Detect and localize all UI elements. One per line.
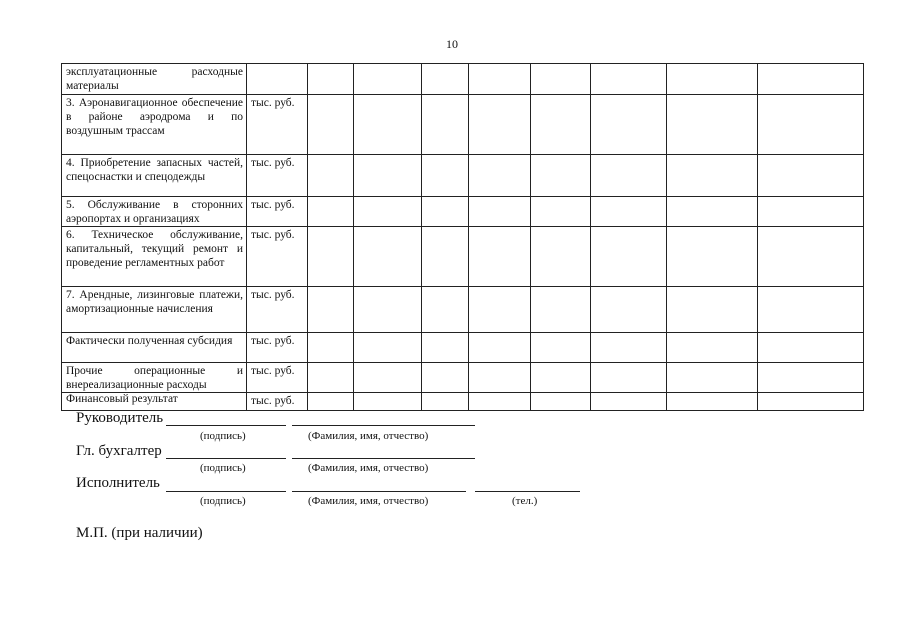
- row-unit: тыс. руб.: [247, 155, 308, 197]
- row-label: Прочие операционные и внереализационные расходы: [62, 363, 247, 393]
- row-unit: тыс. руб.: [247, 363, 308, 393]
- data-cell: [758, 227, 864, 287]
- data-cell: [469, 393, 531, 411]
- data-cell: [531, 287, 591, 333]
- data-cell: [667, 363, 758, 393]
- data-cell: [308, 363, 354, 393]
- data-cell: [469, 287, 531, 333]
- accountant-signature-line: [166, 458, 286, 459]
- head-signature-caption: (подпись): [200, 430, 246, 442]
- data-cell: [758, 64, 864, 95]
- row-label: 6. Техническое обслуживание, капитальный, текущий ремонт и проведение регламентных работ: [62, 227, 247, 287]
- row-label: 3. Аэронавигационное обеспечение в районе аэродрома и по воздушным трассам: [62, 95, 247, 155]
- data-cell: [667, 287, 758, 333]
- table-row: [62, 197, 864, 227]
- stamp-label: М.П. (при наличии): [76, 525, 203, 541]
- data-cell: [422, 393, 469, 411]
- executor-label: Исполнитель: [76, 475, 160, 491]
- table-row: [62, 333, 864, 363]
- data-cell: [591, 155, 667, 197]
- data-cell: [591, 287, 667, 333]
- table-row: [62, 363, 864, 393]
- data-cell: [422, 333, 469, 363]
- row-unit: тыс. руб.: [247, 333, 308, 363]
- data-cell: [308, 227, 354, 287]
- page-number: 10: [446, 37, 458, 51]
- data-cell: [667, 393, 758, 411]
- data-cell: [531, 227, 591, 287]
- data-cell: [469, 363, 531, 393]
- table-row: [62, 287, 864, 333]
- data-cell: [531, 155, 591, 197]
- row-unit: [247, 64, 308, 95]
- row-unit: тыс. руб.: [247, 95, 308, 155]
- row-unit: тыс. руб.: [247, 197, 308, 227]
- data-cell: [667, 333, 758, 363]
- data-cell: [531, 197, 591, 227]
- head-name-caption: (Фамилия, имя, отчество): [308, 430, 429, 442]
- data-cell: [354, 64, 422, 95]
- data-cell: [667, 95, 758, 155]
- data-cell: [667, 197, 758, 227]
- data-cell: [469, 197, 531, 227]
- data-cell: [758, 155, 864, 197]
- data-cell: [531, 64, 591, 95]
- data-cell: [531, 333, 591, 363]
- data-cell: [354, 363, 422, 393]
- row-unit: тыс. руб.: [247, 393, 308, 411]
- data-cell: [591, 227, 667, 287]
- data-cell: [308, 197, 354, 227]
- executor-signature-line: [166, 491, 286, 492]
- data-cell: [591, 333, 667, 363]
- row-unit: тыс. руб.: [247, 287, 308, 333]
- executor-phone-caption: (тел.): [512, 495, 538, 507]
- table-row: [62, 95, 864, 155]
- data-cell: [469, 227, 531, 287]
- data-cell: [758, 197, 864, 227]
- data-cell: [308, 64, 354, 95]
- data-cell: [531, 393, 591, 411]
- executor-phone-line: [475, 491, 580, 492]
- data-cell: [758, 333, 864, 363]
- data-cell: [469, 155, 531, 197]
- data-cell: [667, 227, 758, 287]
- data-cell: [422, 287, 469, 333]
- data-cell: [469, 333, 531, 363]
- data-cell: [591, 95, 667, 155]
- data-cell: [469, 95, 531, 155]
- executor-signature-caption: (подпись): [200, 495, 246, 507]
- data-cell: [422, 95, 469, 155]
- table-row: [62, 155, 864, 197]
- data-cell: [354, 227, 422, 287]
- data-cell: [308, 333, 354, 363]
- row-label: 5. Обслуживание в сторонних аэропортах и организациях: [62, 197, 247, 227]
- data-cell: [354, 155, 422, 197]
- row-unit: тыс. руб.: [247, 227, 308, 287]
- data-cell: [591, 393, 667, 411]
- table-body: [62, 64, 864, 411]
- data-cell: [354, 393, 422, 411]
- data-cell: [531, 363, 591, 393]
- data-cell: [354, 333, 422, 363]
- data-cell: [422, 64, 469, 95]
- row-label: Финансовый результат: [62, 393, 247, 411]
- data-cell: [758, 95, 864, 155]
- accountant-signature-caption: (подпись): [200, 462, 246, 474]
- head-signature-line: [166, 425, 286, 426]
- accountant-label: Гл. бухгалтер: [76, 443, 162, 459]
- table-row: [62, 393, 864, 411]
- data-cell: [422, 363, 469, 393]
- data-cell: [758, 287, 864, 333]
- data-cell: [354, 95, 422, 155]
- row-label: эксплуатационные расходные материалы: [62, 64, 247, 95]
- row-label: Фактически полученная субсидия: [62, 333, 247, 363]
- data-cell: [308, 287, 354, 333]
- data-cell: [758, 393, 864, 411]
- data-cell: [591, 64, 667, 95]
- head-label: Руководитель: [76, 410, 164, 426]
- report-table: [61, 63, 864, 411]
- data-cell: [531, 95, 591, 155]
- data-cell: [591, 363, 667, 393]
- table-row: [62, 227, 864, 287]
- data-cell: [469, 64, 531, 95]
- data-cell: [667, 64, 758, 95]
- table-row: [62, 64, 864, 95]
- data-cell: [422, 155, 469, 197]
- data-cell: [591, 197, 667, 227]
- executor-name-line: [292, 491, 466, 492]
- data-cell: [308, 95, 354, 155]
- data-cell: [354, 287, 422, 333]
- accountant-name-line: [292, 458, 475, 459]
- data-cell: [308, 155, 354, 197]
- data-cell: [354, 197, 422, 227]
- data-cell: [308, 393, 354, 411]
- accountant-name-caption: (Фамилия, имя, отчество): [308, 462, 429, 474]
- row-label: 4. Приобретение запасных частей, спецоснастки и спецодежды: [62, 155, 247, 197]
- row-label: 7. Арендные, лизинговые платежи, амортизационные начисления: [62, 287, 247, 333]
- head-name-line: [292, 425, 475, 426]
- data-cell: [667, 155, 758, 197]
- data-cell: [422, 227, 469, 287]
- executor-name-caption: (Фамилия, имя, отчество): [308, 495, 429, 507]
- data-cell: [422, 197, 469, 227]
- data-cell: [758, 363, 864, 393]
